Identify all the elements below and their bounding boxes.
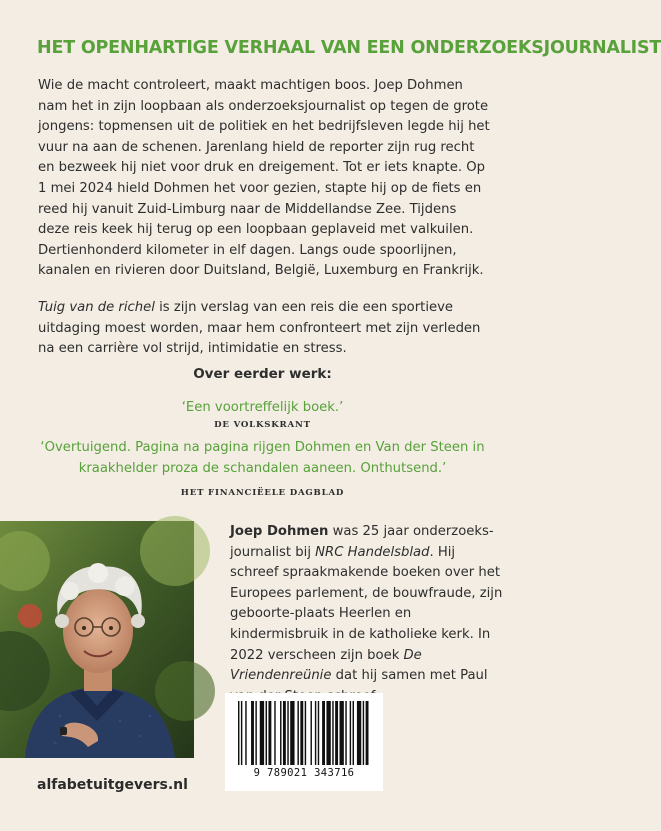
blurb-paragraph-1: Wie de macht controleert, maakt machtigen boos. Joep Dohmen nam het in zijn loopbaan als onderzoeksjournalist op tegen de grote jongens: topmensen uit de politiek en het bedrijfsleven legde hij het vuur na aan de schenen. Jarenlang hield de reporter zijn rug recht en bezweek hij niet voor druk en dreigement. Tot er iets knapte. Op 1 mei 2024 hield Dohmen het voor gezien, stapte hij op de fiets en reed hij vanuit Zuid-Limburg naar de Middellandse Zee. Tijdens deze reis keek hij terug op een loopbaan geplaveid met valkuilen. Dertienhonderd kilometer in elf dagen. Langs oude spoorlijnen, kanalen en rivieren door Duitsland, België, Luxemburg en Frankrijk. (38, 78, 490, 279)
barcode-bar (305, 701, 306, 765)
barcode-bar (332, 701, 333, 765)
barcode-bar (268, 701, 271, 765)
praise-quote-2: ‘Overtuigend. Pagina na pagina rijgen Dohmen en Van der Steen in kraakhelder proza de schandalen aaneen. Onthutsend.’ (40, 440, 485, 476)
barcode-bar (315, 701, 316, 765)
author-photo (0, 521, 194, 758)
headline: HET OPENHARTIGE VERHAAL VAN EEN ONDERZOEKSJOURNALIST (37, 38, 661, 58)
newspaper-name: NRC Handelsblad (315, 544, 430, 560)
book-title: Tuig van de richel (38, 299, 155, 315)
barcode-digits: 9 789021 343716 (253, 767, 355, 779)
barcode-bar (322, 701, 325, 765)
barcode-bar (340, 701, 344, 765)
blurb-paragraph-2-text: is zijn verslag van een reis die een sportieve uitdaging moest worden, maar hem confronteert met zijn verleden na een carrière vol strijd, intimidatie en stress. (38, 299, 481, 357)
barcode-bar (366, 701, 369, 765)
barcode-bar (300, 701, 303, 765)
barcode-bar (363, 701, 364, 765)
barcode-bar (318, 701, 319, 765)
bio-text-2: . Hij schreef spraakmakende boeken over het Europees parlement, de bouwfraude, zijn geboorte-plaats Heerlen en kindermisbruik in de katholieke kerk. In 2022 verscheen zijn boek (230, 544, 503, 663)
praise-source-1: DE VOLKSKRANT (214, 420, 311, 430)
barcode-bar (241, 701, 242, 765)
previous-book-title: De Vriendenreünie (230, 647, 422, 684)
author-name: Joep Dohmen (230, 524, 329, 539)
barcode-bar (260, 701, 264, 765)
barcode-bar (353, 701, 354, 765)
barcode-bar (280, 701, 281, 765)
blurb (38, 76, 490, 376)
barcode-bar (290, 701, 294, 765)
barcode-bar (311, 701, 312, 765)
bio-text-3: dat hij samen met Paul (335, 668, 488, 684)
barcode-bar (266, 701, 267, 765)
barcode-bar (287, 701, 288, 765)
barcode-bar (245, 701, 246, 765)
praise-source-2: HET FINANCIËELE DAGBLAD (180, 488, 345, 498)
barcode (225, 693, 383, 791)
bio-text-1: was 25 jaar onderzoeks-journalist bij (230, 524, 494, 560)
barcode-bar (345, 701, 346, 765)
praise-heading: Over eerder werk: (193, 366, 332, 382)
barcode-bar (238, 701, 239, 765)
barcode-bar (255, 701, 256, 765)
blurb-paragraph-2 (38, 298, 490, 360)
author-bio (230, 522, 505, 707)
publisher-website[interactable]: alfabetuitgevers.nl (37, 777, 188, 793)
barcode-bar (335, 701, 338, 765)
barcode-bar (283, 701, 286, 765)
barcode-bar (274, 701, 275, 765)
barcode-bar (357, 701, 361, 765)
barcode-bar (350, 701, 351, 765)
barcode-bar (251, 701, 254, 765)
praise-quote-1: ‘Een voortreffelijk boek.’ (181, 400, 344, 415)
barcode-bar (326, 701, 330, 765)
barcode-bar (297, 701, 298, 765)
